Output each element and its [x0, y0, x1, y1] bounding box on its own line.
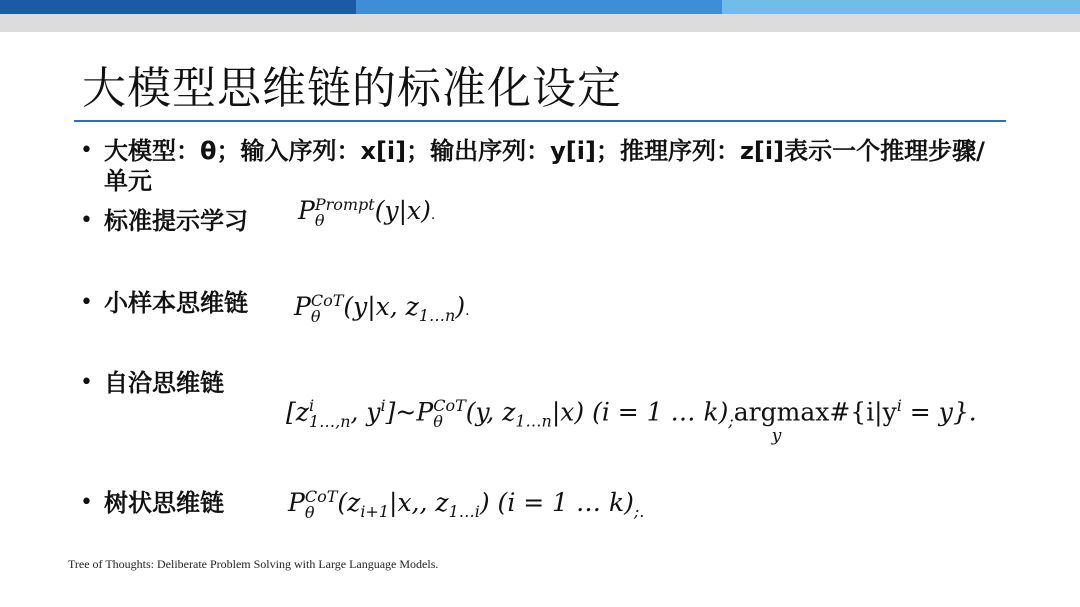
- formula-base: P: [298, 196, 315, 225]
- formula-p-superscript: CoT: [433, 395, 466, 415]
- formula-tree-of-thoughts: [288, 488, 644, 521]
- bullet-self-consistency-label: 自洽思维链: [104, 369, 224, 397]
- formula-tail: .: [430, 207, 436, 223]
- formula-superscript: CoT: [304, 486, 338, 506]
- formula-base: P: [294, 292, 311, 321]
- formula-mid2: ]~P: [385, 397, 434, 427]
- formula-fewshot-cot: [294, 292, 470, 325]
- formula-p-subscript: θ: [433, 411, 443, 431]
- formula-subscript: θ: [310, 306, 321, 326]
- formula-args-subscript: i+1: [360, 502, 390, 521]
- header-color-bar: [0, 0, 1080, 14]
- header-bar-segment-dark: [0, 0, 356, 14]
- reference-footnote: Tree of Thoughts: Deliberate Problem Solving with Large Language Models.: [68, 557, 439, 571]
- title-underline: [74, 120, 1006, 122]
- formula-args: (y, z: [465, 397, 516, 427]
- bullet-definitions: [80, 136, 1020, 196]
- formula-standard-prompt: [298, 196, 435, 229]
- formula-z-superscript: i: [308, 395, 315, 415]
- formula-args-subscript: 1…n: [418, 306, 456, 325]
- formula-superscript: Prompt: [314, 194, 375, 214]
- bullet-self-consistency: [80, 368, 1020, 398]
- bullet-standard-prompt-label: 标准提示学习: [104, 207, 248, 235]
- formula-z-subscript: 1…,n: [308, 411, 351, 431]
- header-grey-band: [0, 14, 1080, 32]
- bullet-dot: •: [80, 138, 93, 163]
- bullet-fewshot-cot: [80, 288, 1020, 318]
- formula-mid: , y: [350, 397, 381, 427]
- formula-open: [z: [286, 397, 309, 427]
- formula-args: (z: [337, 488, 361, 517]
- bullet-standard-prompt: [80, 206, 1020, 236]
- bullet-dot: •: [80, 208, 93, 233]
- bullet-fewshot-cot-label: 小样本思维链: [104, 289, 248, 317]
- formula-args-end: |x) (i = 1 … k): [551, 397, 729, 427]
- header-bar-segment-light: [722, 0, 1080, 14]
- formula-args-subscript-2: 1…i: [448, 502, 480, 521]
- bullet-dot: •: [80, 290, 93, 315]
- formula-argmax: [733, 396, 977, 446]
- formula-args: (y|x, z: [343, 292, 419, 321]
- formula-tail: ;: [728, 411, 734, 431]
- bullet-tree-of-thoughts-label: 树状思维链: [104, 489, 224, 517]
- formula-subscript: θ: [314, 210, 325, 230]
- formula-argmax-superscript: i: [896, 396, 902, 415]
- formula-argmax-under: y: [771, 426, 782, 446]
- formula-args-end: ): [455, 292, 466, 321]
- formula-self-consistency: [286, 395, 977, 446]
- formula-argmax-text: argmax#{i|y: [733, 397, 897, 427]
- formula-tail: ;.: [633, 502, 645, 521]
- formula-args-subscript: 1…n: [515, 411, 552, 431]
- formula-base: P: [288, 488, 305, 517]
- formula-args: (y|x): [374, 196, 431, 225]
- bullet-definitions-text: 大模型：θ；输入序列：x[i]；输出序列：y[i]；推理序列：z[i]表示一个推理步骤/单元: [104, 137, 985, 195]
- formula-y-superscript: i: [380, 396, 386, 415]
- formula-subscript: θ: [304, 502, 315, 522]
- header-bar-segment-mid: [356, 0, 722, 14]
- formula-argmax-end: = y}.: [901, 397, 977, 427]
- slide-title: 大模型思维链的标准化设定: [82, 63, 622, 114]
- bullet-dot: •: [80, 370, 93, 395]
- formula-args-mid: |x,, z: [389, 488, 449, 517]
- formula-args-end: ) (i = 1 … k): [479, 488, 634, 517]
- formula-superscript: CoT: [310, 290, 344, 310]
- formula-tail: .: [465, 303, 470, 319]
- bullet-dot: •: [80, 490, 93, 515]
